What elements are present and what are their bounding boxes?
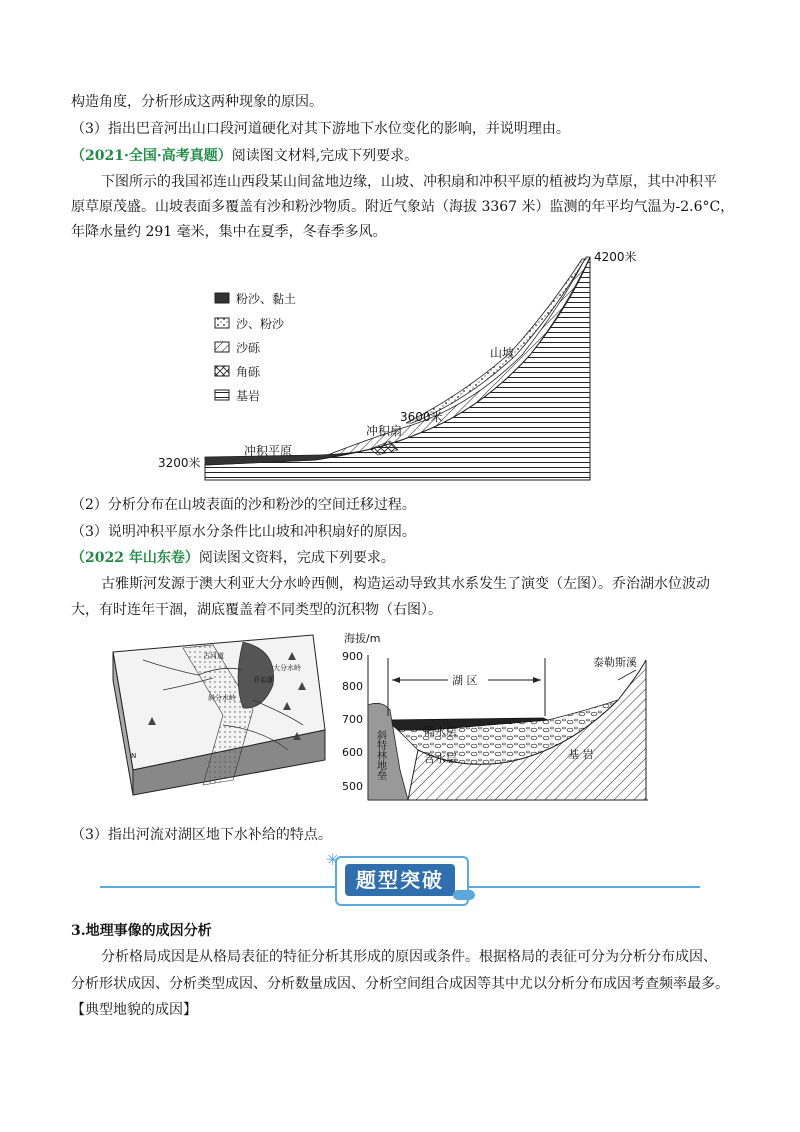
question-item: （3）说明冲积平原水分条件比山坡和冲积扇好的原因。 [71,524,416,540]
legend-label: 粉沙、黏土 [236,292,297,306]
source-heading [71,548,395,568]
horst-label: 斜特林地垒 [374,730,386,780]
section-banner [100,850,700,910]
text-line: 构造角度，分析形成这两种现象的原因。 [71,94,323,110]
subheading: 【典型地貌的成因】 [71,1002,197,1018]
source-instruction: 阅读图文资料，完成下列要求。 [198,550,395,566]
source-instruction: 阅读图文材料,完成下列要求。 [231,148,419,164]
paragraph-line: 年降水量约 291 毫米，集中在夏季，冬春季多风。 [71,224,387,240]
creek-label: 泰勒斯溪 [593,656,637,669]
y-tick-label: 800 [342,680,363,693]
aquitard-label: 隔水层 [424,725,457,738]
lake-george-label: 乔治湖 [253,676,274,684]
question-item: （3）指出巴音河出山口段河道硬化对其下游地下水位变化的影响，并说明理由。 [71,121,570,137]
plain-label: 冲积平原 [244,444,293,458]
north-arrow-label: N [131,752,137,760]
elevation-label-base: 3200米 [158,456,201,470]
slope-label: 山坡 [490,346,515,360]
cloud-icon [453,890,475,900]
slope-cross-section-figure [150,245,637,490]
paragraph-line: 原草原茂盛。山坡表面多覆盖有沙和粉沙物质。附近气象站（海拔 3367 米）监测的年平均气温为-2.6°C， [71,199,735,215]
legend-label: 沙砾 [236,341,261,355]
elevation-label-mid: 3600米 [400,410,443,424]
paragraph-line: 分析格局成因是从格局表征的特征分析其形成的原因或条件。根据格局的表征可分为分析分布成因、 [101,949,717,965]
y-tick-label: 700 [342,713,363,726]
great-divide-label: 大分水岭 [273,664,301,672]
y-axis-title: 海拔/m [344,632,381,645]
bedrock-label: 基 岩 [568,748,594,761]
river-system-block-diagram [103,630,328,800]
section-heading: 3.地理事像的成因分析 [71,923,212,939]
lake-zone-label: 湖 区 [452,674,478,687]
legend-label: 沙、粉沙 [236,317,285,331]
y-tick-label: 900 [342,650,363,663]
paragraph-line: 下图所示的我国祁连山西段某山间盆地边缘，山坡、冲积扇和冲积平原的植被均为草原，其中冲积平 [101,174,717,190]
question-item: （3）指出河流对湖区地下水补给的特点。 [71,827,332,843]
paragraph-line: 古雅斯河发源于澳大利亚大分水岭西侧，构造运动导致其水系发生了演变（左图）。乔治湖水位波动 [101,576,710,592]
sparkle-icon: ✳ [326,850,340,869]
source-tag: （2022 年山东卷） [71,550,199,566]
legend-label: 角砾 [236,365,261,379]
paragraph-line: 分析形状成因、分析类型成因、分析数量成因、分析空间组合成因等其中尤以分析分布成因考查频率最多。 [71,976,729,992]
paragraph-line: 大，有时连年干涸，湖底覆盖着不同类型的沉积物（右图）。 [71,602,442,618]
fan-label: 冲积扇 [366,424,403,438]
legend-label: 基岩 [236,389,261,403]
elevation-label-top: 4200米 [594,250,637,264]
legend [215,291,296,403]
banner-title: 题型突破 [356,868,444,892]
source-tag: （2021·全国·高考真题） [71,148,232,164]
y-tick-label: 600 [342,746,363,759]
source-heading [71,146,418,166]
question-item: （2）分析分布在山坡表面的沙和粉沙的空间迁移过程。 [71,497,416,513]
y-tick-label: 500 [342,780,363,793]
oblique-divide-label: 斜分水岭 [208,694,236,702]
ancient-channel-label: 古河道 [203,652,224,660]
aquifer-label: 含水层 [424,752,457,765]
lake-cross-section-figure [338,630,668,805]
